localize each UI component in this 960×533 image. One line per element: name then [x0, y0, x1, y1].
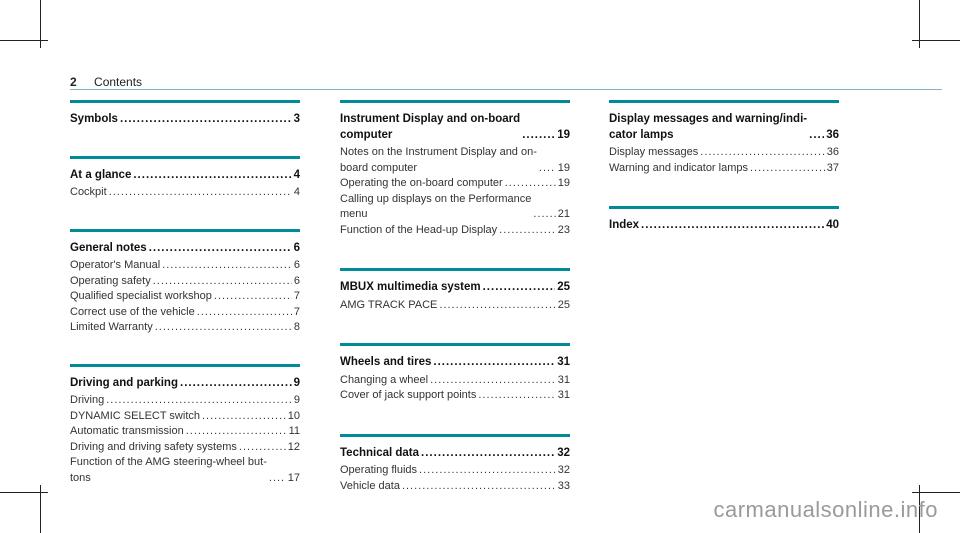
toc-leader-dots [539, 161, 556, 177]
toc-entry-title: Vehicle data [340, 479, 400, 492]
toc-leader-dots [149, 241, 292, 257]
toc-entry[interactable] [609, 145, 839, 161]
toc-entry-title: Driving and driving safety systems [70, 440, 237, 453]
toc-leader-dots [186, 424, 287, 440]
toc-entry-title: Operator's Manual [70, 259, 161, 271]
toc-entry[interactable] [609, 161, 839, 177]
toc-page-number: 11 [288, 425, 300, 437]
toc-section-heading[interactable] [340, 280, 570, 296]
toc-entry[interactable] [340, 463, 570, 479]
toc-entry-title: Automatic transmission [70, 425, 184, 437]
toc-entry-title: Function of the Head-up Display [340, 223, 498, 236]
toc-page-number: 6 [293, 241, 300, 254]
toc-leader-dots [483, 280, 556, 296]
toc-leader-dots [120, 112, 292, 128]
crop-mark-bl-h [0, 492, 48, 493]
toc-page-number: 12 [287, 440, 300, 453]
toc-entry[interactable] [70, 289, 300, 305]
toc-entry-title: Limited Warranty [70, 321, 153, 333]
watermark: carmanualsonline.info [713, 497, 938, 522]
toc-leader-dots [153, 274, 292, 290]
toc-entry-title: MBUX multimedia system [340, 281, 481, 293]
toc-section-heading[interactable] [340, 112, 570, 143]
page-number: 2 [70, 75, 77, 89]
toc-section-heading[interactable] [609, 218, 839, 234]
toc-entry[interactable] [340, 298, 570, 314]
toc-leader-dots [419, 463, 556, 479]
toc-column-1 [70, 100, 300, 486]
toc-page-number: 32 [557, 464, 570, 476]
toc-entry[interactable] [340, 223, 570, 239]
toc-entry-title: Warning and indicator lamps [609, 161, 748, 174]
toc-page-number: 33 [557, 479, 570, 492]
toc-entry[interactable] [70, 424, 300, 440]
toc-page-number: 37 [826, 161, 839, 174]
toc-leader-dots [239, 440, 286, 456]
toc-section-heading[interactable] [340, 446, 570, 462]
toc-page-number: 36 [826, 146, 839, 158]
toc-entry[interactable] [70, 455, 300, 486]
toc-entry-title: At a glance [70, 168, 132, 181]
toc-entry-title: Symbols [70, 113, 118, 125]
toc-section-heading[interactable] [70, 168, 300, 184]
toc-page-number: 9 [293, 376, 300, 389]
crop-mark-br-h [912, 492, 960, 493]
toc-page-number: 40 [826, 219, 839, 231]
toc-leader-dots [809, 128, 824, 144]
toc-entry[interactable] [70, 305, 300, 321]
section-rule [609, 206, 839, 209]
section-rule [70, 100, 300, 103]
toc-entry-title: Display messages and warning/indi- cator lamps [609, 113, 808, 141]
toc-page-number: 8 [293, 321, 300, 333]
toc-leader-dots [499, 223, 556, 239]
toc-leader-dots [439, 298, 555, 314]
toc-leader-dots [202, 409, 286, 425]
toc-section [609, 206, 839, 234]
toc-section-heading[interactable] [70, 241, 300, 257]
toc-page-number: 3 [293, 113, 300, 125]
toc-section [340, 268, 570, 313]
toc-entry-title: Instrument Display and on-board computer [340, 113, 521, 141]
toc-entry-title: Changing a wheel [340, 373, 429, 386]
toc-column-3 [609, 100, 839, 236]
page-title: Contents [94, 75, 143, 89]
toc-entry[interactable] [70, 185, 300, 201]
toc-page-number: 31 [557, 356, 570, 368]
toc-leader-dots [533, 207, 555, 223]
toc-leader-dots [155, 320, 292, 336]
section-rule [340, 268, 570, 271]
toc-entry-title: Function of the AMG steering-wheel but- tons [70, 456, 267, 484]
section-rule [609, 100, 839, 103]
toc-entry-title: Index [609, 219, 640, 231]
toc-leader-dots [700, 145, 824, 161]
toc-page-number: 25 [557, 281, 570, 293]
toc-entry[interactable] [70, 440, 300, 456]
toc-page-number: 19 [557, 161, 570, 174]
toc-page-number: 21 [557, 208, 570, 220]
toc-page-number: 23 [557, 223, 570, 236]
toc-section-heading[interactable] [70, 376, 300, 392]
toc-entry-title: Cockpit [70, 186, 107, 198]
toc-page-number: 7 [293, 290, 300, 302]
toc-leader-dots [430, 373, 556, 389]
toc-section [609, 100, 839, 176]
toc-leader-dots [162, 258, 292, 274]
toc-leader-dots [421, 446, 555, 462]
toc-entry-title: Operating the on-board computer [340, 177, 503, 189]
toc-page-number: 31 [557, 389, 570, 401]
toc-entry[interactable] [70, 393, 300, 409]
section-rule [340, 100, 570, 103]
toc-entry-title: Operating safety [70, 274, 151, 287]
toc-entry[interactable] [340, 145, 570, 176]
toc-entry[interactable] [70, 320, 300, 336]
toc-section-heading[interactable] [609, 112, 839, 143]
toc-entry-title: Calling up displays on the Performance menu [340, 192, 532, 220]
toc-leader-dots [106, 393, 292, 409]
toc-entry-title: Correct use of the vehicle [70, 305, 195, 318]
toc-section [70, 229, 300, 336]
toc-entry-title: AMG TRACK PACE [340, 298, 438, 311]
toc-page-number: 6 [293, 274, 300, 287]
toc-page-number: 9 [293, 394, 300, 406]
toc-entry-title: Driving and parking [70, 376, 178, 389]
toc-leader-dots [180, 376, 292, 392]
toc-page-number: 6 [293, 259, 300, 271]
toc-entry-title: Wheels and tires [340, 356, 432, 368]
toc-entry[interactable] [340, 192, 570, 223]
toc-entry[interactable] [340, 176, 570, 192]
toc-entry-title: Driving [70, 394, 105, 406]
toc-entry-title: Qualified specialist workshop [70, 290, 212, 302]
toc-section-heading[interactable] [70, 112, 300, 128]
toc-leader-dots [197, 305, 292, 321]
toc-leader-dots [641, 218, 824, 234]
toc-section [340, 343, 570, 404]
toc-page-number: 32 [557, 446, 570, 459]
toc-page-number: 10 [287, 409, 300, 422]
crop-mark-tl-h [0, 40, 48, 41]
toc-page-number: 7 [293, 305, 300, 318]
toc-entry-title: Cover of jack support points [340, 389, 477, 401]
toc-column-2 [340, 100, 570, 494]
section-rule [340, 434, 570, 437]
toc-section-heading[interactable] [340, 355, 570, 371]
toc-entry[interactable] [70, 258, 300, 274]
toc-entry-title: Display messages [609, 146, 699, 158]
toc-page-number: 19 [557, 128, 570, 141]
toc-entry-title: Technical data [340, 446, 420, 459]
toc-leader-dots [402, 479, 556, 495]
page-header [70, 75, 142, 89]
toc-leader-dots [505, 176, 556, 192]
toc-page-number: 19 [557, 177, 570, 189]
toc-leader-dots [269, 471, 286, 487]
toc-page-number: 17 [287, 471, 300, 484]
toc-leader-dots [109, 185, 292, 201]
toc-section [70, 100, 300, 128]
toc-page-number: 31 [557, 373, 570, 386]
header-rule [70, 89, 942, 90]
toc-leader-dots [133, 168, 291, 184]
toc-entry[interactable] [340, 388, 570, 404]
toc-leader-dots [214, 289, 292, 305]
toc-section [70, 364, 300, 487]
toc-entry-title: Operating fluids [340, 464, 418, 476]
toc-page-number: 4 [293, 168, 300, 181]
toc-leader-dots [433, 355, 555, 371]
crop-mark-tr-h [912, 40, 960, 41]
toc-section [340, 100, 570, 238]
toc-section [340, 434, 570, 495]
section-rule [340, 343, 570, 346]
toc-leader-dots [750, 161, 825, 177]
toc-section [70, 156, 300, 201]
toc-entry-title: DYNAMIC SELECT switch [70, 409, 200, 422]
toc-entry-title: Notes on the Instrument Display and on- board computer [340, 146, 537, 174]
toc-leader-dots [478, 388, 555, 404]
section-rule [70, 364, 300, 367]
section-rule [70, 156, 300, 159]
toc-page-number: 4 [293, 186, 300, 198]
toc-entry[interactable] [70, 409, 300, 425]
toc-page-number: 36 [826, 128, 839, 141]
section-rule [70, 229, 300, 232]
toc-entry[interactable] [340, 373, 570, 389]
toc-page-number: 25 [557, 298, 570, 311]
toc-leader-dots [522, 128, 555, 144]
toc-entry[interactable] [340, 479, 570, 495]
toc-entry-title: General notes [70, 241, 147, 254]
toc-entry[interactable] [70, 274, 300, 290]
